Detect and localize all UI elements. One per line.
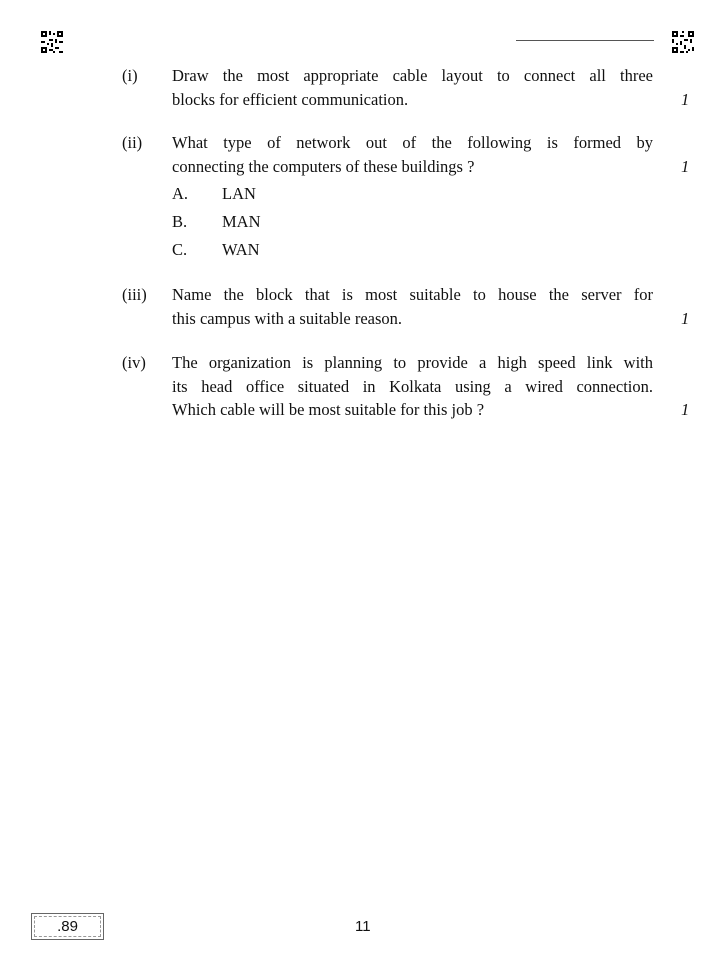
qr-code-icon — [41, 31, 63, 53]
option-text: MAN — [222, 212, 261, 231]
question-marks: 1 — [681, 400, 690, 419]
question-line: its head office situated in Kolkata using a wired connection. — [172, 376, 653, 396]
question-number: (ii) — [122, 133, 143, 152]
header-rule — [516, 40, 654, 41]
option-letter: A. — [172, 184, 189, 203]
question-text — [172, 131, 653, 178]
question-text — [172, 351, 653, 422]
option-text: WAN — [222, 240, 260, 259]
option-text: LAN — [222, 184, 256, 203]
question-line: Name the block that is most suitable to house the server for — [172, 285, 653, 304]
question-line: The organization is planning to provide a high speed link with — [172, 353, 653, 372]
page-number: 11 — [355, 918, 371, 935]
question-text — [172, 64, 653, 111]
option-letter: B. — [172, 212, 188, 231]
question-marks: 1 — [681, 89, 690, 109]
paper-code-box — [31, 913, 104, 940]
question-line: this campus with a suitable reason. — [172, 308, 403, 328]
question-line: What type of network out of the following is formed by — [172, 133, 653, 152]
qr-code-icon — [672, 31, 694, 53]
question-number: (iv) — [122, 353, 146, 372]
question-number: (iii) — [122, 285, 147, 304]
question-marks: 1 — [681, 156, 690, 176]
question-line: blocks for efficient communication. — [172, 89, 409, 109]
option-letter: C. — [172, 240, 188, 259]
question-line: Which cable will be most suitable for this job ? — [172, 400, 485, 419]
question-number: (i) — [122, 66, 138, 85]
paper-code: .89 — [57, 918, 78, 935]
question-line: connecting the computers of these buildings ? — [172, 156, 475, 176]
question-marks: 1 — [681, 308, 690, 328]
question-line: Draw the most appropriate cable layout to connect all three — [172, 66, 653, 85]
question-text — [172, 283, 653, 330]
